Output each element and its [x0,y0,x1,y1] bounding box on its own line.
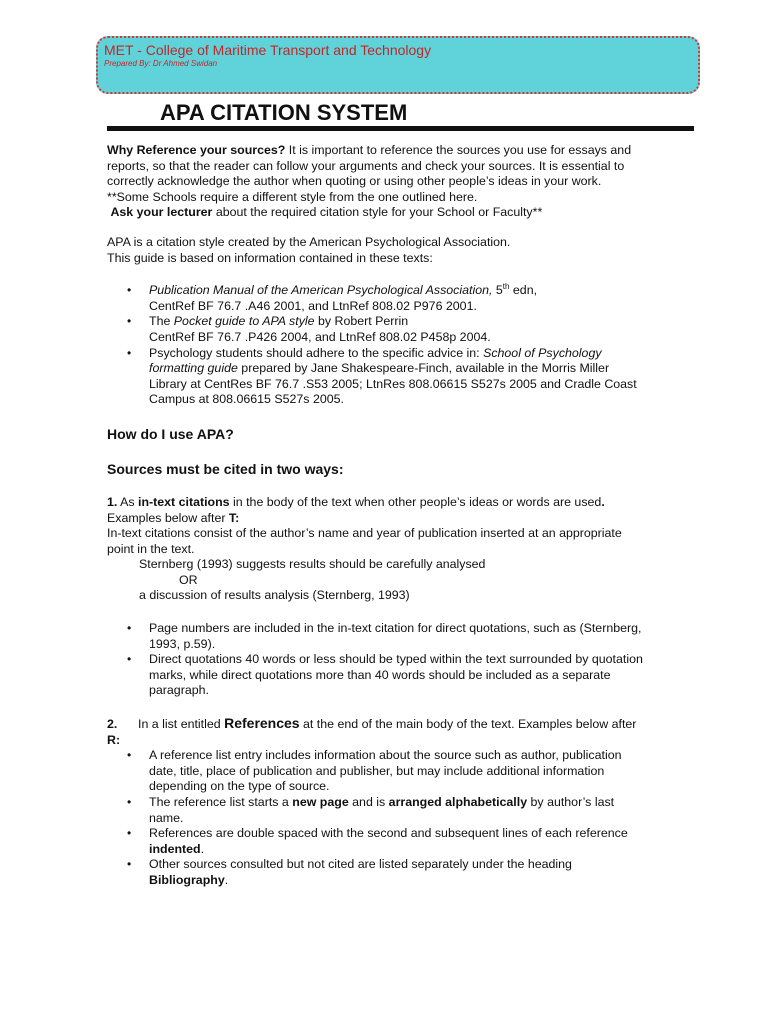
sources-cited-heading: Sources must be cited in two ways: [107,460,344,477]
list-item: • A reference list entry includes information about the source such as author, publication date, title, place of publication and publisher, but may include additional information depending on the type of source. [127,748,622,794]
section-1-intro: 1. As in-text citations in the body of the text when other people’s ideas or words are used. Examples below after T: [107,494,605,525]
source-title: School of Psychology formatting guide [149,345,602,376]
apa-intro-line-1: APA is a citation style created by the American Psychological Association. [107,234,511,249]
bullet-icon: • [127,314,132,329]
list-item: • Page numbers are included in the in-text citation for direct quotations, such as (Sternberg, 1993, p.59). [127,621,642,651]
bullet-icon: • [127,826,132,841]
texts-list [107,283,647,408]
bullet-icon: • [127,857,132,872]
ask-lecturer-bold: Ask your lecturer [110,205,213,220]
bullet-icon: • [127,283,132,298]
list-item: • The Pocket guide to APA style by Robert Perrin CentRef BF 76.7 .P426 2004, and LtnRef 808.02 P458p 2004. [127,314,491,344]
in-text-citations-term: in-text citations [138,494,230,509]
schools-note: **Some Schools require a different style from the one outlined here. [107,189,478,204]
why-reference-text: It is important to reference the sources you use for essays and reports, so that the reader can follow your arguments and check your sources. It is essential to correctly acknowledge the author when quoting or using other people’s ideas in your work. [107,143,632,189]
how-to-use-heading: How do I use APA? [107,425,234,442]
in-text-rules-list [107,621,647,699]
example-or: OR [179,572,198,587]
bullet-icon: • [127,652,132,667]
section-1-description: In-text citations consist of the author’s name and year of publication inserted at an appropriate point in the text. [107,526,622,556]
author-credit: Prepared By: Dr Ahmed Swidan [104,59,218,68]
document-body [107,143,647,889]
call-number: CentRef BF 76.7 .P426 2004, and LtnRef 808.02 P458p 2004. [149,329,491,344]
bullet-icon: • [127,621,132,636]
list-item: • Other sources consulted but not cited are listed separately under the heading Bibliography. [127,857,572,887]
institution-name: MET - College of Maritime Transport and Technology [104,42,432,58]
apa-intro-line-2: This guide is based on information contained in these texts: [107,250,433,265]
reference-rules-list [107,748,647,888]
list-item: • Psychology students should adhere to the specific advice in: School of Psychology formatting guide prepared by Jane Shakespeare-Finch, available in the Morris Miller Library at CentRes BF 76.7 .S53 2005; LtnRes 808.06615 S527s 2005 and Cradle Coast Campus at 808.06615 S527s 2005. [127,345,637,407]
header-banner [96,36,700,94]
why-reference-heading: Why Reference your sources? [107,143,286,157]
ask-lecturer-text: about the required citation style for your School or Faculty** [212,205,543,220]
intro-paragraph [107,143,647,190]
title-underline-rule [107,126,694,131]
ask-lecturer-note [107,205,647,221]
list-item: • Direct quotations 40 words or less should be typed within the text surrounded by quotation marks, while direct quotations more than 40 words should be included as a separate paragraph. [127,652,643,698]
source-title: Publication Manual of the American Psychological Association, [149,283,493,298]
call-number: CentRef BF 76.7 .A46 2001, and LtnRef 808.02 P976 2001. [149,298,477,313]
example-citation-2: a discussion of results analysis (Sternberg, 1993) [139,588,410,603]
example-citation-1: Sternberg (1993) suggests results should be carefully analysed [139,557,486,572]
references-term: References [224,715,300,732]
bullet-icon: • [127,795,132,809]
list-item: • References are double spaced with the second and subsequent lines of each reference indented. [127,826,628,856]
page-title: APA CITATION SYSTEM [160,100,408,125]
list-item: • Publication Manual of the American Psychological Association, 5th edn, CentRef BF 76.7 .A46 2001, and LtnRef 808.02 P976 2001. [127,282,538,313]
list-item: • The reference list starts a new page and is arranged alphabetically by author’s last name. [127,795,615,825]
bullet-icon: • [127,345,132,360]
section-2-intro: 2. In a list entitled References at the end of the main body of the text. Examples below after R: [107,715,637,747]
bullet-icon: • [127,748,132,763]
source-title: Pocket guide to APA style [173,314,315,329]
